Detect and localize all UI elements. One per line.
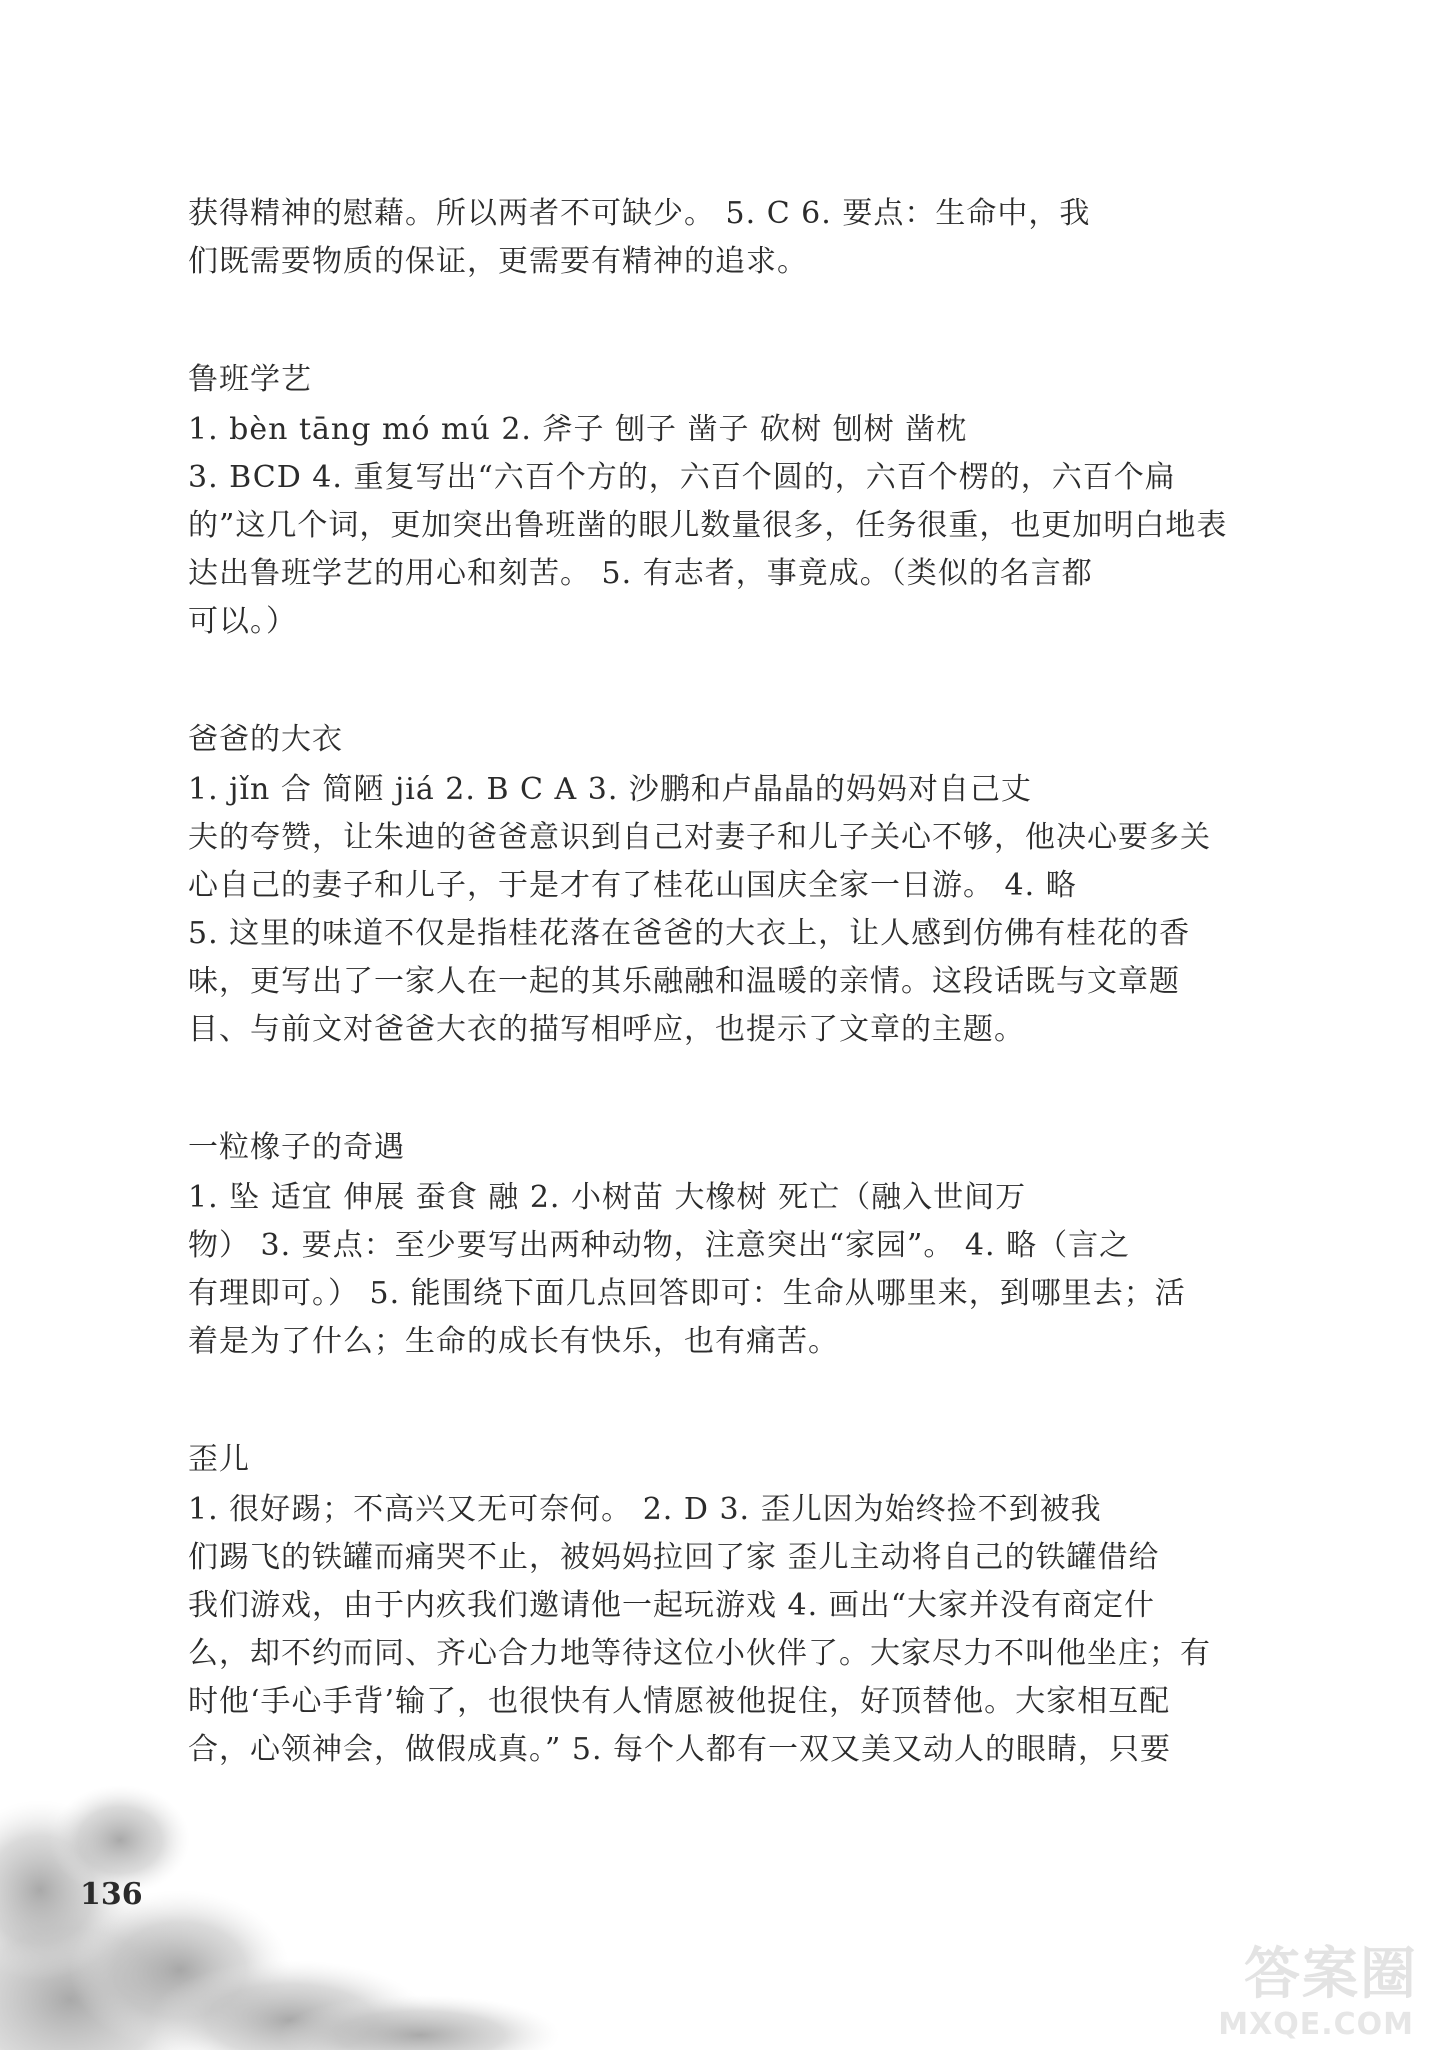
text-line: 3. BCD 4. 重复写出“六百个方的，六百个圆的，六百个楞的，六百个扁 <box>188 460 1176 495</box>
intro-block <box>188 190 1268 286</box>
text-line: 1. 很好踢；不高兴又无可奈何。 2. D 3. 歪儿因为始终捡不到被我 <box>188 1492 1102 1527</box>
section-luban <box>188 356 1268 646</box>
text-line: 么，却不约而同、齐心合力地等待这位小伙伴了。大家尽力不叫他坐庄；有 <box>188 1636 1211 1671</box>
section-title: 爸爸的大衣 <box>188 722 343 757</box>
text-line: 1. bèn tāng mó mú 2. 斧子 刨子 凿子 砍树 刨树 凿枕 <box>188 412 968 447</box>
page-number: 136 <box>80 1877 143 1912</box>
text-line: 味，更写出了一家人在一起的其乐融融和温暖的亲情。这段话既与文章题 <box>188 964 1180 999</box>
text-line: 可以。） <box>188 604 297 639</box>
text-line: 我们游戏，由于内疚我们邀请他一起玩游戏 4. 画出“大家并没有商定什 <box>188 1588 1156 1623</box>
section-title: 鲁班学艺 <box>188 362 312 397</box>
text-line: 物） 3. 要点：至少要写出两种动物，注意突出“家园”。 4. 略（言之 <box>188 1228 1131 1263</box>
watermark-url: MXQE.COM <box>1218 2007 1414 2042</box>
section-title: 歪儿 <box>188 1442 250 1477</box>
section-acorn <box>188 1124 1268 1366</box>
text-line: 合，心领神会，做假成真。” 5. 每个人都有一双又美又动人的眼睛，只要 <box>188 1732 1172 1767</box>
text-line: 着是为了什么；生命的成长有快乐，也有痛苦。 <box>188 1324 839 1359</box>
text-line: 获得精神的慰藉。所以两者不可缺少。 5. C 6. 要点：生命中，我 <box>188 196 1091 231</box>
text-line: 有理即可。） 5. 能围绕下面几点回答即可：生命从哪里来，到哪里去；活 <box>188 1276 1186 1311</box>
text-line: 1. jǐn 合 简陋 jiá 2. B C A 3. 沙鹏和卢晶晶的妈妈对自己丈 <box>188 772 1032 807</box>
text-line: 1. 坠 适宜 伸展 蚕食 融 2. 小树苗 大橡树 死亡（融入世间万 <box>188 1180 1027 1215</box>
answer-content <box>188 190 1268 1774</box>
text-line: 心自己的妻子和儿子，于是才有了桂花山国庆全家一日游。 4. 略 <box>188 868 1077 903</box>
text-line: 们踢飞的铁罐而痛哭不止，被妈妈拉回了家 歪儿主动将自己的铁罐借给 <box>188 1540 1160 1575</box>
watermark <box>1100 1938 1440 2048</box>
section-dad-coat <box>188 716 1268 1054</box>
text-line: 时他‘手心手背’输了，也很快有人情愿被他捉住，好顶替他。大家相互配 <box>188 1684 1171 1719</box>
watermark-title: 答案圈 <box>1244 1942 1418 2007</box>
text-line: 的”这几个词，更加突出鲁班凿的眼儿数量很多，任务很重，也更加明白地表 <box>188 508 1228 543</box>
text-line: 达出鲁班学艺的用心和刻苦。 5. 有志者，事竟成。（类似的名言都 <box>188 556 1093 591</box>
text-line: 夫的夸赞，让朱迪的爸爸意识到自己对妻子和儿子关心不够，他决心要多关 <box>188 820 1211 855</box>
text-line: 们既需要物质的保证，更需要有精神的追求。 <box>188 244 808 279</box>
text-line: 5. 这里的味道不仅是指桂花落在爸爸的大衣上，让人感到仿佛有桂花的香 <box>188 916 1191 951</box>
section-title: 一粒橡子的奇遇 <box>188 1130 405 1165</box>
text-line: 目、与前文对爸爸大衣的描写相呼应，也提示了文章的主题。 <box>188 1012 1025 1047</box>
section-waier <box>188 1436 1268 1774</box>
